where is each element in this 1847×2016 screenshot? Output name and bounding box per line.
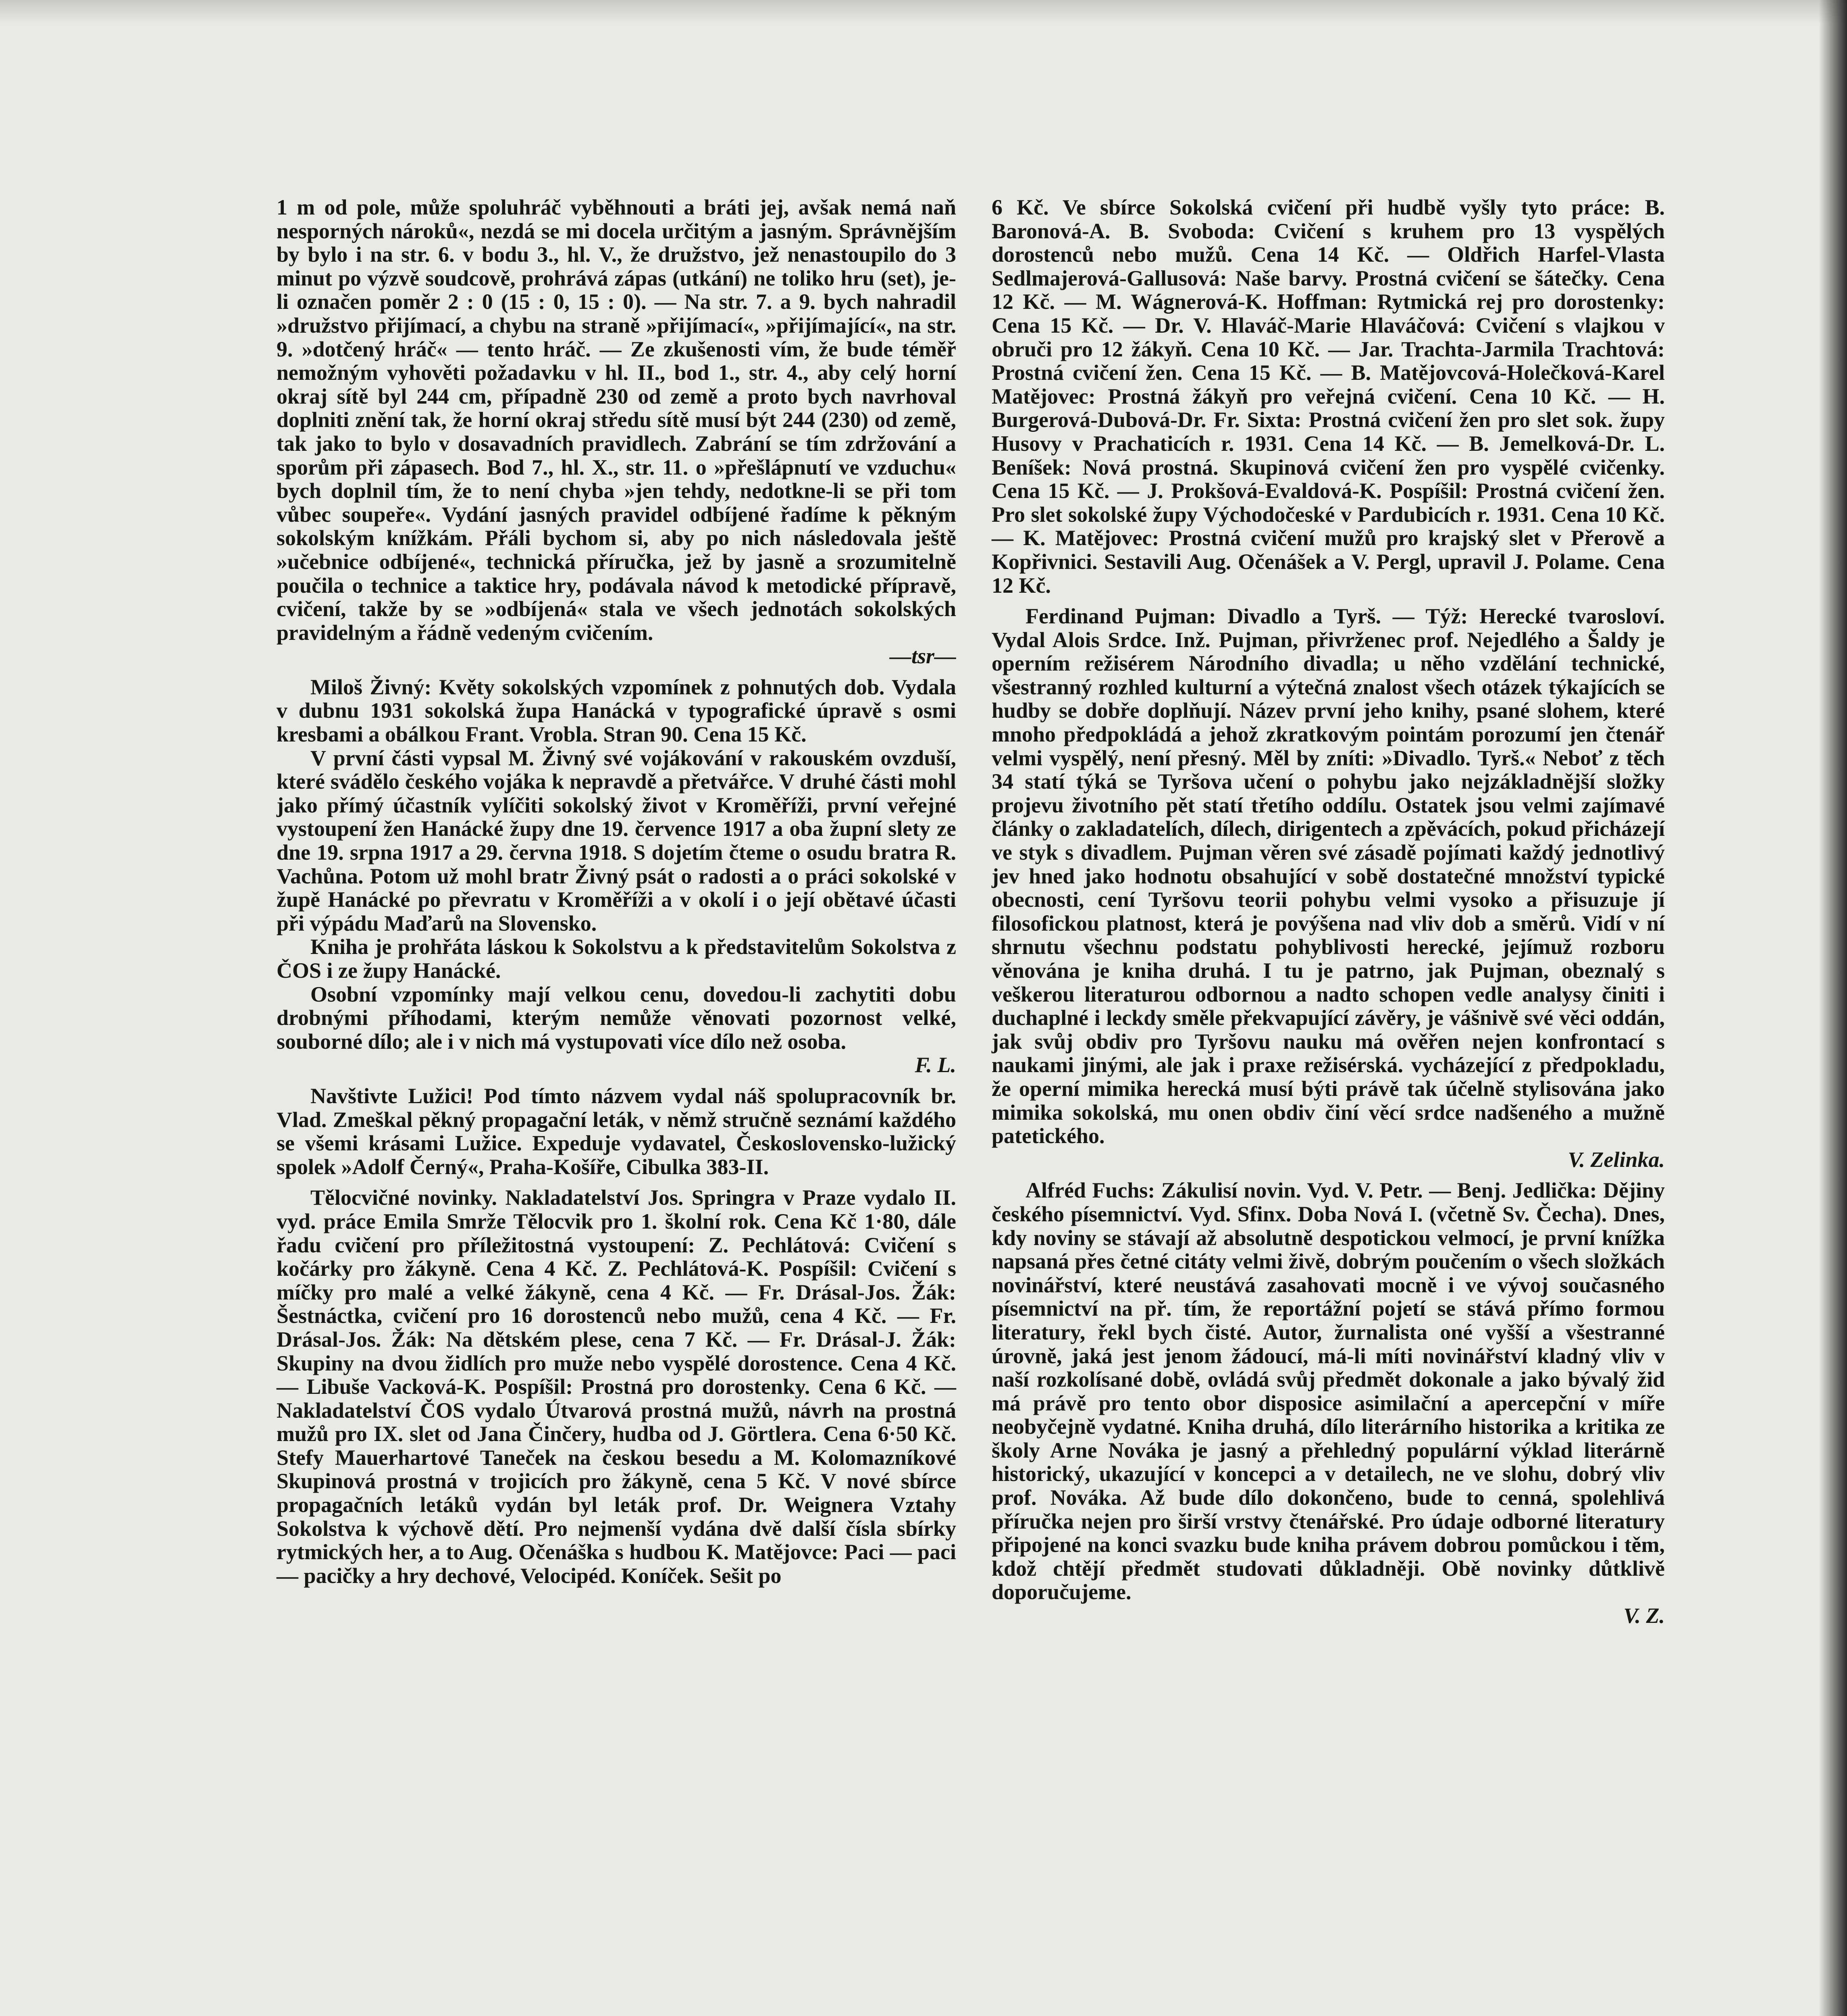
author-signature: V. Zelinka. xyxy=(1568,1147,1665,1172)
article-paragraph: V první části vypsal M. Živný své vojákování v rakouském ovzduší, které svádělo českého vojáka k nepravdě a přetvářce. V druhé části mohl jako přímý účastník vylíčiti sokolský život v Kroměříži, první veřejné vystoupení žen Hanácké župy dne 19. července 1917 a oba župní slety ze dne 19. srpna 1917 a 29. června 1918. S dojetím čteme o osudu bratra R. Vachůna. Potom už mohl bratr Živný psát o radosti a o práci sokolské v župě Hanácké po převratu v Kroměříži a v okolí i o její obětavé účasti při výpádu Maďarů na Slovensko. xyxy=(277,746,956,935)
article-paragraph: Osobní vzpomínky mají velkou cenu, dovedou-li zachytiti dobu drobnými příhodami, kterým nemůže věnovati pozornost velké, souborné dílo; ale i v nich má vystupovati více dílo než osoba. xyxy=(277,982,956,1054)
article-paragraph: 1 m od pole, může spoluhráč vyběhnouti a bráti jej, avšak nemá naň nesporných nároků«, nezdá se mi docela určitým a jasným. Správnějším by bylo i na str. 6. v bodu 3., hl. V., že družstvo, jež nenastoupilo do 3 minut po výzvě soudcově, prohrává zápas (utkání) ne toliko hru (set), je-li označen poměr 2 : 0 (15 : 0, 15 : 0). — Na str. 7. a 9. bych nahradil »družstvo přijímací, a chybu na straně »přijímací«, »přijímající«, na str. 9. »dotčený hráč« — tento hráč. — Ze zkušenosti vím, že bude téměř nemožným vyhověti požadavku v hl. II., bod 1., str. 4., aby celý horní okraj sítě byl 244 cm, případně 230 od země a proto bych navrhoval doplniti znění tak, že horní okraj středu sítě musí být 244 (230) od země, tak jako to bylo v dosavadních pravidlech. Zabrání se tím zdržování a sporům při zápasech. Bod 7., hl. X., str. 11. o »přešlápnutí ve vzduchu« bych doplnil tím, že to není chyba »jen tehdy, nedotkne-li se při tom vůbec soupeře«. Vydání jasných pravidel odbíjené řadíme k pěkným sokolským knížkám. Přáli bychom si, aby po nich následovala ještě »učebnice odbíjené«, technická příručka, jež by jasně a srozumitelně poučila o technice a taktice hry, podávala návod k metodické přípravě, cvičení, takže by se »odbíjená« stala ve všech jednotách sokolských pravidelným a řádně vedeným cvičením. xyxy=(277,195,956,645)
article-paragraph: Navštivte Lužici! Pod tímto názvem vydal náš spolupracovník br. Vlad. Zmeškal pěkný propagační leták, v němž stručně seznámí každého se všemi krásami Lužice. Expeduje vydavatel, Československo-lužický spolek »Adolf Černý«, Praha-Košíře, Cibulka 383-II. xyxy=(277,1083,956,1179)
article-paragraph: Alfréd Fuchs: Zákulisí novin. Vyd. V. Petr. — Benj. Jedlička: Dějiny českého písemnictví. Vyd. Sfinx. Doba Nová I. (včetně Sv. Čecha). Dnes, kdy noviny se stávají až absolutně despotickou velmocí, je první knížka napsaná přes četné citáty velmi živě, dobrým poučením o všech složkách novinářství, které neustává zasahovati mocně i ve vývoj současného písemnictví na př. tím, že reportážní pojetí se stává přímo formou literatury, řekl bych čisté. Autor, žurnalista oné vyšší a všestranné úrovně, jaká jest jenom žádoucí, má-li míti novinářství kladný vliv v naší rozkolísané době, ovládá svůj předmět dokonale a jako bývalý žid má právě pro tento obor disposice asimilační a apercepční v míře neobyčejně vydatné. Kniha druhá, dílo literárního historika a kritika ze školy Arne Nováka je jasný a přehledný populární výklad literárně historický, ukazující v koncepci a v detailech, ne ve slohu, dobrý vliv prof. Nováka. Až bude dílo dokončeno, bude to cenná, spolehlivá příručka nejen pro širší vrstvy čtenářské. Pro údaje odborné literatury připojené na konci svazku bude kniha právem dobrou pomůckou i těm, kdož chtějí předmět studovati důkladněji. Obě novinky důtklivě doporučujeme. xyxy=(992,1178,1665,1604)
author-signature: V. Z. xyxy=(1623,1604,1665,1628)
article-paragraph: Kniha je prohřáta láskou k Sokolstvu a k představitelům Sokolstva z ČOS i ze župy Hanácké. xyxy=(277,935,956,983)
scan-edge-shadow-right xyxy=(1819,0,1847,2016)
article-paragraph: Tělocvičné novinky. Nakladatelství Jos. Springra v Praze vydalo II. vyd. práce Emila Smrže Tělocvik pro 1. školní rok. Cena Kč 1·80, dále řadu cvičení pro příležitostná vystoupení: Z. Pechlátová: Cvičení s kočárky pro žákyně. Cena 4 Kč. Z. Pechlátová-K. Pospíšil: Cvičení s míčky pro malé a velké žákyně, cena 4 Kč. — Fr. Drásal-Jos. Žák: Šestnáctka, cvičení pro 16 dorostenců nebo mužů, cena 4 Kč. — Fr. Drásal-Jos. Žák: Na dětském plese, cena 7 Kč. — Fr. Drásal-J. Žák: Skupiny na dvou židlích pro muže nebo vyspělé dorostence. Cena 4 Kč. — Libuše Vacková-K. Pospíšil: Prostná pro dorostenky. Cena 6 Kč. — Nakladatelství ČOS vydalo Útvarová prostná mužů, návrh na prostná mužů pro IX. slet od Jana Činčery, hudba od J. Görtlera. Cena 6·50 Kč. Stefy Mauerhartové Taneček na českou besedu a M. Kolomazníkové Skupinová prostná v trojicích pro žákyně, cena 5 Kč. V nové sbírce propagačních letáků vydán byl leták prof. Dr. Weignera Vztahy Sokolstva k výchově dětí. Pro nejmenší vydána dvě další čísla sbírky rytmických her, a to Aug. Očenáška s hudbou K. Matějovce: Paci — paci — pacičky a hry dechové, Velocipéd. Koníček. Sešit po xyxy=(277,1185,956,1588)
right-column xyxy=(992,196,1665,1628)
author-signature: F. L. xyxy=(915,1053,956,1077)
scan-edge-shadow xyxy=(0,0,1847,24)
left-column xyxy=(277,196,956,1587)
author-signature: —tsr— xyxy=(889,644,956,669)
article-paragraph: Miloš Živný: Květy sokolských vzpomínek z pohnutých dob. Vydala v dubnu 1931 sokolská župa Hanácká v typografické úpravě s osmi kresbami a obálkou Frant. Vrobla. Stran 90. Cena 15 Kč. xyxy=(277,675,956,747)
article-paragraph: Ferdinand Pujman: Divadlo a Tyrš. — Týž: Herecké tvarosloví. Vydal Alois Srdce. Inž. Pujman, přivrženec prof. Nejedlého a Šaldy je operním režisérem Národního divadla; u něho vzdělání technické, všestranný rozhled kulturní a výtečná znalost všech otázek týkajících se hudby se dobře doplňují. Název první jeho knihy, psané slohem, které mnoho předpokládá a jehož zkratkovým pointám porozumí jen čtenář velmi vyspělý, není přesný. Měl by zníti: »Divadlo. Tyrš.« Neboť z těch 34 statí týká se Tyršova učení o pohybu jako nejzákladnější složky projevu životního pět statí třetího oddílu. Ostatek jsou velmi zajímavé články o zakladatelích, dílech, dirigentech a zpěvácích, pokud přicházejí ve styk s divadlem. Pujman věren své zásadě pojímati každý jednotlivý jev hned jako hodnotu obsahující v sobě dostatečné množství typické obecnosti, cení Tyršovu teorii pohybu velmi vysoko a přisuzuje jí filosofickou platnost, která je povýšena nad vliv dob a směrů. Vidí v ní shrnutu všechnu podstatu pohyblivosti herecké, jejímuž rozboru věnována je kniha druhá. I tu je patrno, jak Pujman, obeznalý s veškerou literaturou odbornou a nadto schopen vedle analysy činiti i duchaplné i leckdy směle překvapující závěry, je vášnivě své věci oddán, jak svůj obdiv pro Tyršovu nauku má ověřen nejen konfrontací s naukami jinými, ale jak i praxe režisérská. vycházející z předpokladu, že operní mimika herecká musí býti právě tak účelně stylisována jako mimika sokolská, mu onen obdiv činí věcí srdce nadšeného a mužně patetického. xyxy=(992,604,1665,1148)
article-paragraph: 6 Kč. Ve sbírce Sokolská cvičení při hudbě vyšly tyto práce: B. Baronová-A. B. Svoboda: Cvičení s kruhem pro 13 vyspělých dorostenců nebo mužů. Cena 14 Kč. — Oldřich Harfel-Vlasta Sedlmajerová-Gallusová: Naše barvy. Prostná cvičení se šátečky. Cena 12 Kč. — M. Wágnerová-K. Hoffman: Rytmická rej pro dorostenky: Cena 15 Kč. — Dr. V. Hlaváč-Marie Hlaváčová: Cvičení s vlajkou v obruči pro 12 žákyň. Cena 10 Kč. — Jar. Trachta-Jarmila Trachtová: Prostná cvičení žen. Cena 15 Kč. — B. Matějovcová-Holečková-Karel Matějovec: Prostná žákyň pro veřejná cvičení. Cena 10 Kč. — H. Burgerová-Dubová-Dr. Fr. Sixta: Prostná cvičení žen pro slet sok. župy Husovy v Prachaticích r. 1931. Cena 14 Kč. — B. Jemelková-Dr. L. Beníšek: Nová prostná. Skupinová cvičení žen pro vyspělé cvičenky. Cena 15 Kč. — J. Prokšová-Evaldová-K. Pospíšil: Prostná cvičení žen. Pro slet sokolské župy Východočeské v Pardubicích r. 1931. Cena 10 Kč. — K. Matějovec: Prostná cvičení mužů pro krajský slet v Přerově a Kopřivnici. Sestavili Aug. Očenášek a V. Pergl, upravil J. Polame. Cena 12 Kč. xyxy=(992,195,1665,598)
